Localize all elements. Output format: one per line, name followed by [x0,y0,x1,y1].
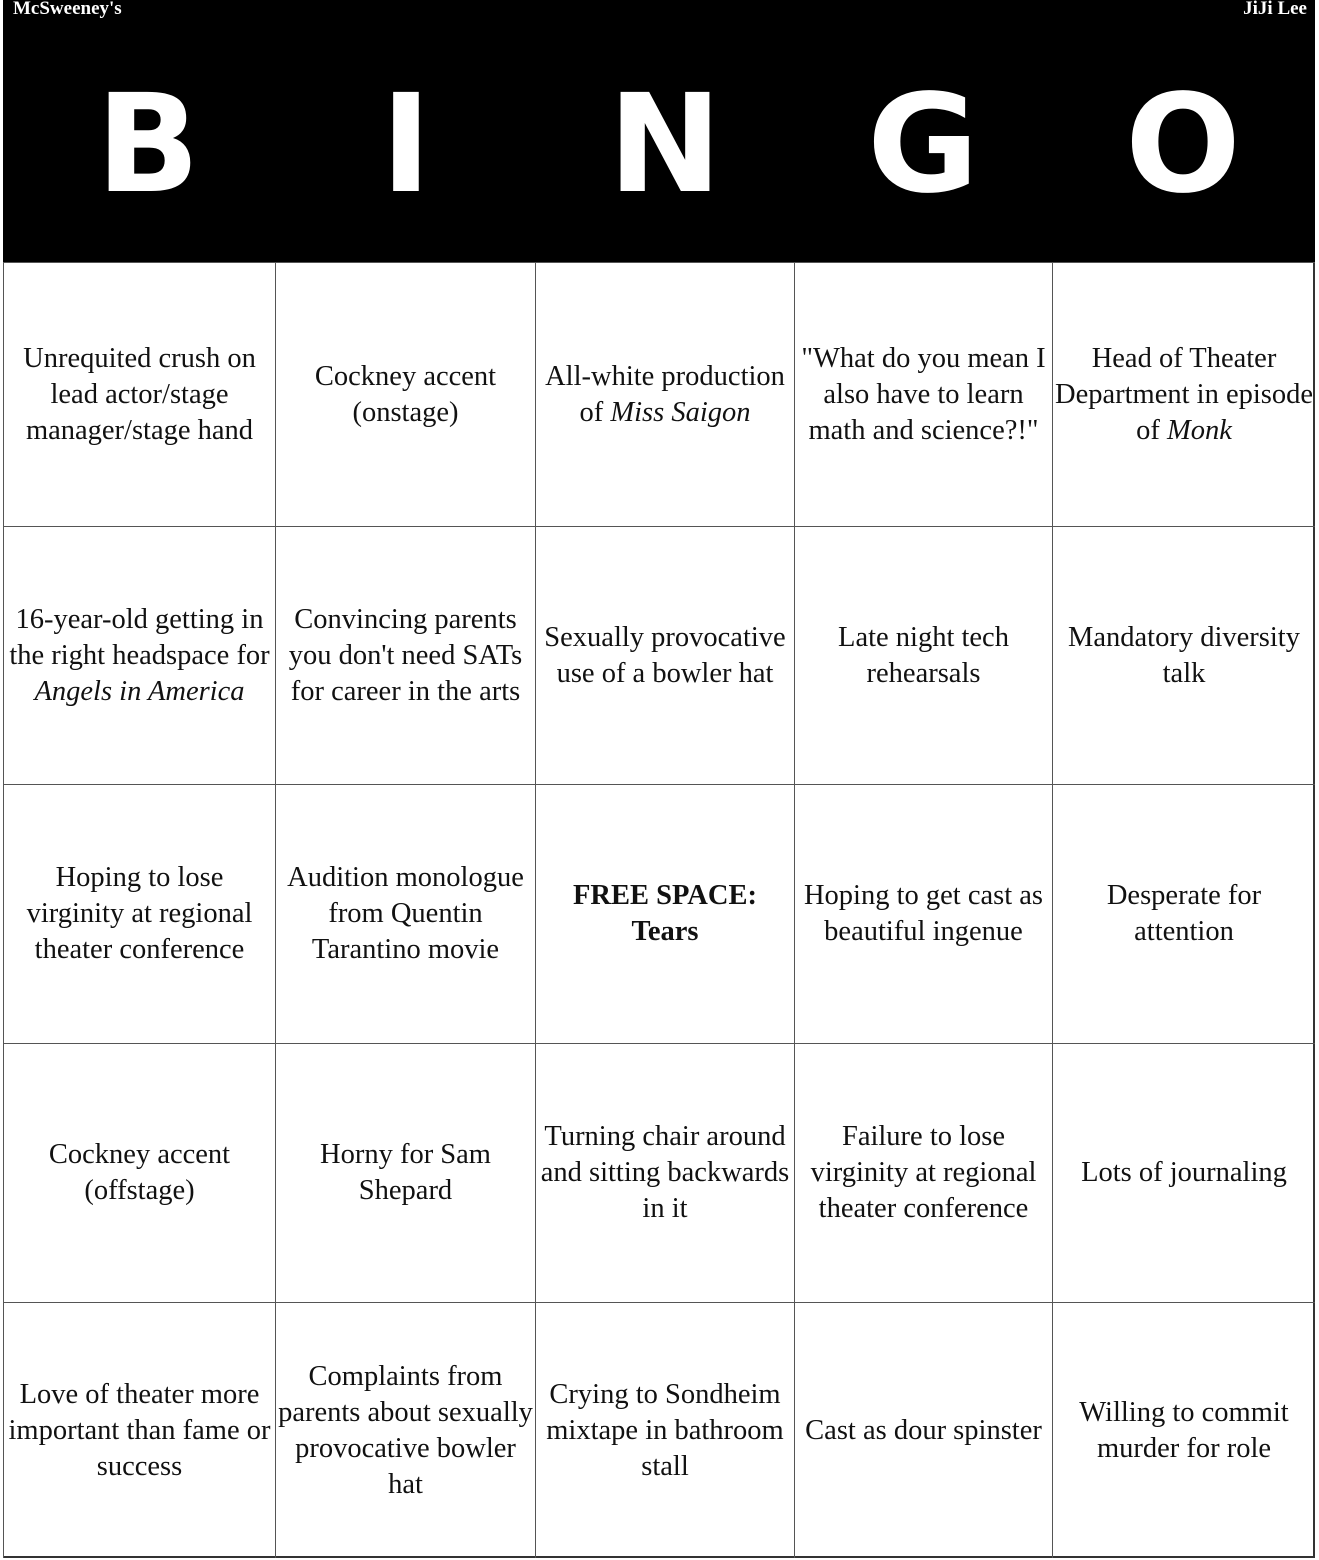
square-text-part: 16-year-old getting in the right headspace for [9,603,270,671]
bingo-header [3,0,1315,262]
square-text-part: Turning chair around and sitting backwards in it [540,1121,790,1224]
bingo-square[interactable] [3,262,275,526]
bingo-square[interactable] [275,1302,535,1558]
square-text-part: Cockney accent (onstage) [314,360,497,428]
author-name: JiJi Lee [1243,0,1307,19]
square-text [6,341,273,449]
square-text [278,860,533,968]
publication-name: McSweeney's [13,0,122,19]
bingo-square[interactable] [794,526,1052,784]
square-text [797,878,1050,950]
bingo-square[interactable] [535,262,794,526]
square-title-italic: Miss Saigon [610,396,751,428]
square-text [538,1377,792,1485]
square-text [278,359,533,431]
square-text [6,860,273,968]
square-text [6,1137,273,1209]
square-title-italic: Monk [1166,414,1232,446]
bingo-square[interactable] [3,1302,275,1558]
bingo-square[interactable] [794,262,1052,526]
bingo-grid [3,262,1315,1558]
bingo-square[interactable] [275,784,535,1043]
letter-o: O [1125,66,1241,224]
square-text [1055,341,1313,449]
bingo-square[interactable] [535,526,794,784]
square-text-part: Mandatory diversity talk [1068,621,1300,689]
square-text-part: Audition monologue from Quentin Tarantino movie [287,862,524,965]
square-text-part: "What do you mean I also have to learn math and science?!" [801,342,1046,446]
square-title-italic: Angels in America [34,675,245,707]
square-text-part: Cast as dour spinster [805,1414,1042,1446]
bingo-square[interactable] [1052,526,1315,784]
bingo-square[interactable] [794,1302,1052,1558]
bingo-square[interactable] [535,1302,794,1558]
letter-i: I [380,66,432,224]
square-text [1055,1395,1313,1467]
bingo-square[interactable] [794,784,1052,1043]
square-text [278,1137,533,1209]
bingo-square[interactable] [1052,784,1315,1043]
square-text-part: Cockney accent (offstage) [48,1139,231,1206]
square-text-part: Lots of journaling [1081,1157,1287,1188]
bingo-square[interactable] [275,526,535,784]
bingo-square[interactable] [275,1043,535,1302]
free-space-square[interactable] [535,784,794,1043]
square-text [797,1119,1050,1227]
bingo-square[interactable] [3,526,275,784]
bingo-square[interactable] [3,1043,275,1302]
square-text-part: Complaints from parents about sexually provocative bowler hat [278,1360,533,1500]
square-text-part: Sexually provocative use of a bowler hat [544,621,786,689]
square-text-part: Late night tech rehearsals [838,621,1009,689]
letter-b: B [96,66,200,224]
letter-n: N [608,66,722,224]
letter-g: G [867,66,979,224]
square-text-part: Crying to Sondheim mixtape in bathroom stall [546,1378,784,1482]
square-text [538,620,792,692]
square-text [6,1377,273,1485]
bingo-square[interactable] [535,1043,794,1302]
square-text [797,620,1050,692]
square-text-part: FREE SPACE: Tears [573,880,757,947]
square-text [805,1413,1042,1449]
square-text [1055,620,1313,692]
square-text-part: All-white production of [545,360,785,428]
square-text-part: Head of Theater Department in episode of [1055,342,1314,446]
bingo-card [3,0,1315,1558]
square-text [6,602,273,710]
bingo-square[interactable] [794,1043,1052,1302]
square-text-part: Unrequited crush on lead actor/stage manager/stage hand [23,342,256,446]
bingo-square[interactable] [275,262,535,526]
square-text-part: Desperate for attention [1106,880,1262,947]
square-text [1081,1155,1287,1191]
square-text-part: Convincing parents you don't need SATs for career in the arts [288,603,523,707]
square-text-part: Horny for Sam Shepard [320,1139,491,1206]
square-text-part: Failure to lose virginity at regional theater conference [810,1121,1037,1224]
square-text [538,878,792,950]
square-text [1055,878,1313,950]
square-text [278,1359,533,1503]
square-text-part: Hoping to lose virginity at regional theater conference [26,862,253,965]
square-text-part: Hoping to get cast as beautiful ingenue [803,880,1044,947]
bingo-square[interactable] [3,784,275,1043]
square-text [278,602,533,710]
bingo-square[interactable] [1052,262,1315,526]
square-text [797,341,1050,449]
square-text [538,1119,792,1227]
square-text-part: Willing to commit murder for role [1079,1396,1289,1464]
square-text [538,359,792,431]
square-text-part: Love of theater more important than fame or success [8,1378,271,1482]
bingo-square[interactable] [1052,1302,1315,1558]
bingo-square[interactable] [1052,1043,1315,1302]
